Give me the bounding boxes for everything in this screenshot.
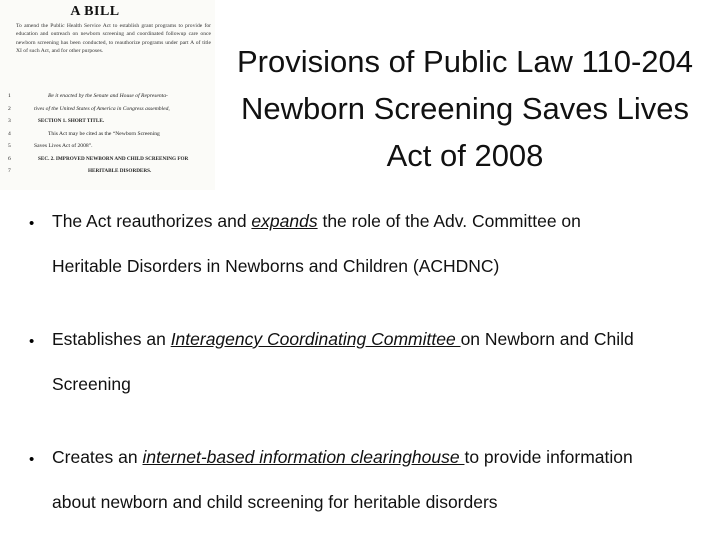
bill-line-text: SEC. 2. IMPROVED NEWBORN AND CHILD SCREENING FOR [38, 155, 189, 162]
bullet-marker: • [29, 451, 35, 468]
bill-line-number: 1 [8, 93, 11, 99]
bullet-text: the role of the Adv. Committee on [317, 211, 581, 231]
bullet-text: Establishes an [52, 329, 171, 349]
bullet-marker: • [29, 215, 35, 232]
bill-line-number: 2 [8, 105, 11, 112]
bullet-text: Creates an [52, 447, 143, 467]
bullet-item [22, 327, 702, 396]
bill-line-number: 3 [8, 118, 11, 124]
slide-title [218, 38, 712, 179]
bill-line-number: 6 [8, 155, 11, 162]
bill-line-number: 4 [8, 130, 11, 137]
bill-line [4, 141, 214, 154]
bill-lines [4, 91, 214, 179]
bullet-text: on Newborn and Child [460, 329, 634, 349]
title-line: Provisions of Public Law 110-204 [236, 44, 694, 79]
bullet-item [22, 445, 702, 514]
bill-line-number: 7 [8, 168, 11, 174]
bullet-line [52, 209, 702, 233]
bullet-line [52, 327, 702, 351]
bill-line-text: SECTION 1. SHORT TITLE. [38, 118, 105, 124]
bill-line [4, 116, 214, 129]
bill-line-text: Be it enacted by the Senate and House of Representa- [48, 93, 168, 99]
bullet-text: to provide information [464, 447, 633, 467]
bullet-line-continued: about newborn and child screening for heritable disorders [52, 492, 498, 512]
emphasis-text: Interagency Coordinating Committee [170, 329, 461, 349]
emphasis-text: internet-based information clearinghouse [142, 447, 465, 467]
bill-preamble: To amend the Public Health Service Act to establish grant programs to provide for education and outreach on newborn screening and coordinated followup care once newborn screening has been conducted, to reauthorize programs under part A of title XI of such Act, and for other purposes. [16, 23, 211, 55]
title-line: Act of 2008 [386, 138, 544, 173]
bullet-line-continued: Heritable Disorders in Newborns and Children (ACHDNC) [52, 256, 500, 276]
bill-line-text: HERITABLE DISORDERS. [88, 168, 152, 174]
bill-line-text: Saves Lives Act of 2008”. [34, 143, 93, 149]
bill-line [4, 129, 214, 142]
bullet-text: The Act reauthorizes and [52, 211, 252, 231]
title-line: Newborn Screening Saves Lives [240, 91, 690, 126]
bill-document-image [0, 0, 215, 190]
bill-heading: A BILL [70, 4, 120, 19]
bullet-line-continued: Screening [52, 374, 131, 394]
bill-line-text: tives of the United States of America in Congress assembled, [34, 105, 170, 112]
bullet-item [22, 209, 702, 278]
emphasis-text: expands [251, 211, 318, 231]
bullet-line [52, 445, 702, 469]
bill-line-number: 5 [8, 143, 11, 149]
bill-line [4, 91, 214, 104]
bill-line-text: This Act may be cited as the “Newborn Screening [48, 130, 160, 137]
bullet-list [22, 209, 702, 514]
bullet-marker: • [29, 333, 35, 350]
bill-line [4, 104, 214, 117]
bill-line [4, 154, 214, 167]
bill-line [4, 166, 214, 179]
